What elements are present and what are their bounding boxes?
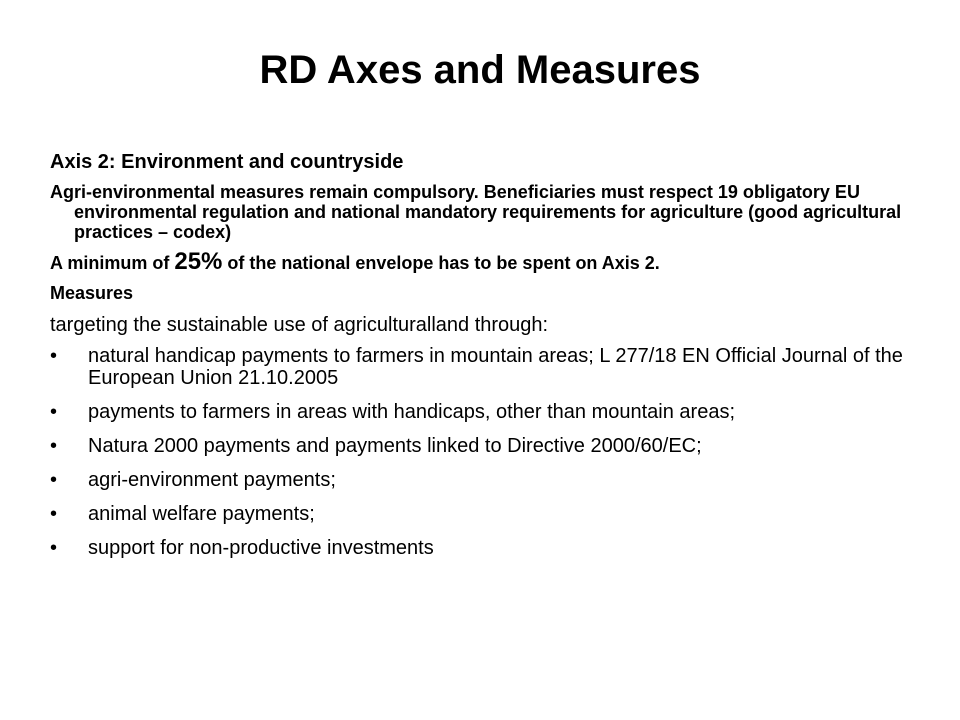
list-item-text: natural handicap payments to farmers in mountain areas; L 277/18 EN Official Journal of the European Union 21.10.2005 xyxy=(88,345,903,389)
compulsory-measures-paragraph: Agri-environmental measures remain compulsory. Beneficiaries must respect 19 obligatory EU environmental regulation and national mandatory requirements for agriculture (good agricultural practices – codex) xyxy=(50,182,902,242)
list-item xyxy=(50,503,920,525)
list-item-text: agri-environment payments; xyxy=(88,469,336,491)
list-item-text: animal welfare payments; xyxy=(88,503,315,525)
slide-content xyxy=(50,148,920,571)
list-item-text: support for non-productive investments xyxy=(88,537,434,559)
bullet-icon: • xyxy=(50,503,58,525)
axis-heading: Axis 2: Environment and countryside xyxy=(50,151,404,173)
bullet-icon: • xyxy=(50,401,58,423)
measures-intro: targeting the sustainable use of agriculturalland through: xyxy=(50,314,549,336)
list-item xyxy=(50,435,920,457)
measures-list xyxy=(50,345,920,559)
bullet-icon: • xyxy=(50,469,58,491)
bullet-icon: • xyxy=(50,345,58,367)
list-item xyxy=(50,345,920,389)
measures-heading: Measures xyxy=(50,283,134,303)
minimum-percent: 25% xyxy=(174,248,223,275)
slide-title: RD Axes and Measures xyxy=(259,48,701,92)
minimum-suffix: of the national envelope has to be spent on Axis 2. xyxy=(222,253,660,273)
list-item xyxy=(50,469,920,491)
list-item xyxy=(50,537,920,559)
bullet-icon: • xyxy=(50,435,58,457)
bullet-icon: • xyxy=(50,537,58,559)
list-item xyxy=(50,401,920,423)
minimum-spend-paragraph xyxy=(50,248,920,275)
list-item-text: payments to farmers in areas with handicaps, other than mountain areas; xyxy=(88,401,736,423)
minimum-prefix: A minimum of xyxy=(50,253,175,273)
list-item-text: Natura 2000 payments and payments linked to Directive 2000/60/EC; xyxy=(88,435,702,457)
